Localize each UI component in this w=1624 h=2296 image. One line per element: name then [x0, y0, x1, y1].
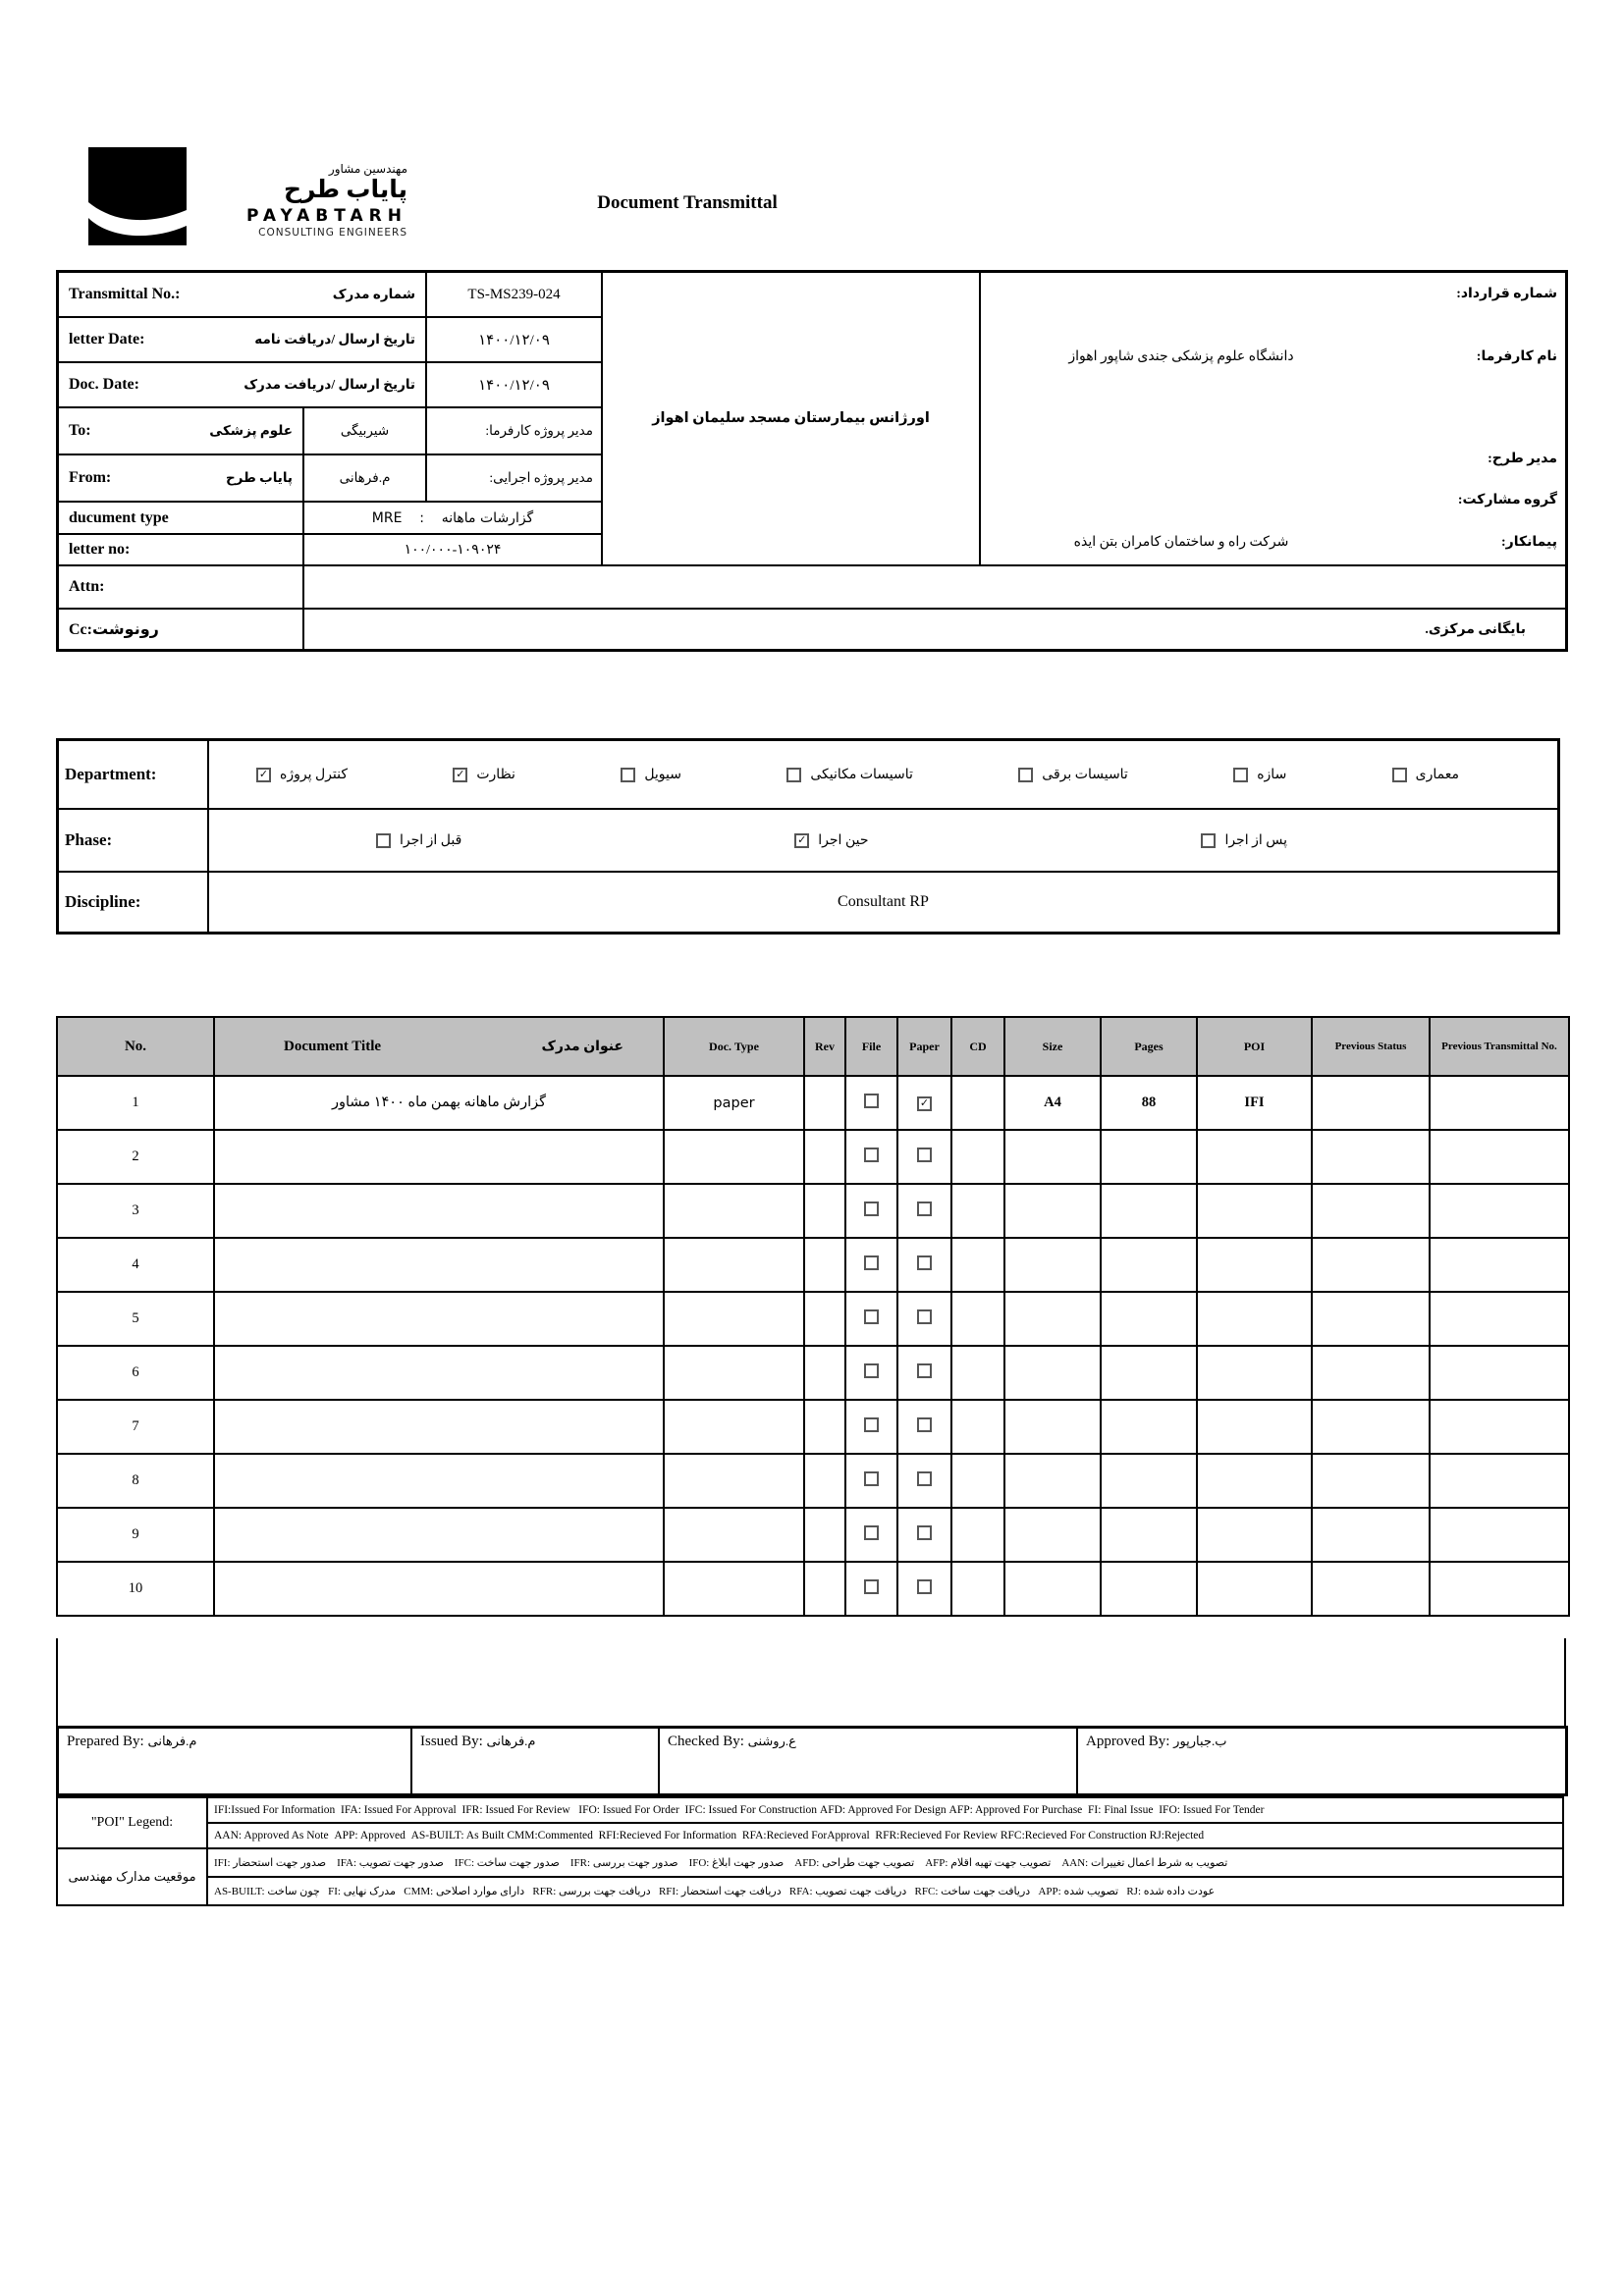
cell-cd: [951, 1508, 1004, 1562]
cell-rev: [804, 1130, 845, 1184]
cell-title: [214, 1400, 664, 1454]
phase-options: [209, 810, 1557, 871]
transmittal-no-label: [59, 273, 425, 316]
col-prev-status: Previous Status: [1312, 1017, 1430, 1076]
cell-rev: [804, 1346, 845, 1400]
table-row: [57, 1508, 1569, 1562]
after-execution-checkbox[interactable]: [1201, 833, 1216, 848]
table-row: [57, 1400, 1569, 1454]
col-title: [214, 1017, 664, 1076]
contractor-value: شرکت راه و ساختمان کامران بتن ایذه: [981, 520, 1381, 564]
signature-row: [56, 1726, 1568, 1796]
cell-no: 2: [57, 1130, 214, 1184]
cell-file: [845, 1454, 897, 1508]
poi-legend-line-1: IFI:Issued For Information IFA: Issued For Approval IFR: Issued For Review IFO: Issued For Order IFC: Issued For Construction AFD: Approved For Design AFP: Approved For Purchase FI: Final Issue IFO: Issued For Tender: [208, 1798, 1562, 1822]
cell-size: [1004, 1130, 1101, 1184]
prepared-by-cell: [59, 1729, 410, 1793]
department-options: [209, 741, 1557, 808]
cell-cd: [951, 1346, 1004, 1400]
doc-status-line-2: AS-BUILT: چون ساخت FI: مدرک نهایی CMM: دارای موارد اصلاحی RFR: دریافت جهت بررسی RFI: دریافت جهت استحضار RFA: دریافت جهت تصویب RFC: دریافت جهت ساخت APP: تصویب شده RJ: عودت داده شده: [208, 1878, 1562, 1904]
cell-doc-type: [664, 1508, 804, 1562]
mechanical-checkbox[interactable]: [786, 768, 801, 782]
cell-prev-transmittal: [1430, 1454, 1569, 1508]
letter-no-label: letter no:: [59, 535, 302, 564]
cell-poi: [1197, 1130, 1312, 1184]
blank-value: [981, 399, 1381, 436]
file-checkbox[interactable]: [864, 1148, 879, 1162]
file-checkbox[interactable]: [864, 1471, 879, 1486]
department-option-architecture: [1392, 767, 1459, 783]
cell-paper: [897, 1076, 951, 1130]
logo-subtitle-en: CONSULTING ENGINEERS: [258, 227, 407, 240]
cell-no: 8: [57, 1454, 214, 1508]
cell-no: 3: [57, 1184, 214, 1238]
to-field: [59, 408, 302, 454]
doc-status-label: موقعیت مدارک مهندسی: [58, 1849, 206, 1904]
letter-no-value: ۱۰۰/۰۰۰-۱۰۹۰۲۴: [304, 535, 601, 564]
cell-rev: [804, 1292, 845, 1346]
paper-checkbox[interactable]: [917, 1417, 932, 1432]
cell-prev-status: [1312, 1562, 1430, 1616]
department-option-structure: [1233, 767, 1286, 783]
cell-doc-type: [664, 1562, 804, 1616]
table-row: [57, 1454, 1569, 1508]
cell-pages: [1101, 1130, 1197, 1184]
cell-title: [214, 1346, 664, 1400]
col-title-en: Document Title: [284, 1038, 382, 1054]
cell-prev-status: [1312, 1508, 1430, 1562]
cell-prev-transmittal: [1430, 1238, 1569, 1292]
option-label: سیویل: [644, 767, 681, 782]
cell-prev-transmittal: [1430, 1292, 1569, 1346]
paper-checkbox[interactable]: [917, 1096, 932, 1111]
col-doc-type: Doc. Type: [664, 1017, 804, 1076]
logo-tagline-fa: مهندسین مشاور: [328, 162, 407, 176]
structure-checkbox[interactable]: [1233, 768, 1248, 782]
cell-pages: [1101, 1508, 1197, 1562]
col-poi: POI: [1197, 1017, 1312, 1076]
poi-legend-table: [56, 1796, 1564, 1906]
cell-prev-transmittal: [1430, 1076, 1569, 1130]
col-file: File: [845, 1017, 897, 1076]
cell-rev: [804, 1076, 845, 1130]
cell-prev-status: [1312, 1238, 1430, 1292]
department-option-project-control: [256, 767, 348, 783]
cc-value: بایگانی مرکزی.: [304, 610, 1565, 649]
cell-pages: [1101, 1346, 1197, 1400]
cell-prev-status: [1312, 1292, 1430, 1346]
department-label: Department:: [59, 741, 207, 808]
cell-paper: [897, 1400, 951, 1454]
letter-date-label: [59, 318, 425, 361]
from-role-label: مدیر پروژه اجرایی:: [427, 455, 601, 501]
file-checkbox[interactable]: [864, 1525, 879, 1540]
col-cd: CD: [951, 1017, 1004, 1076]
cell-no: 7: [57, 1400, 214, 1454]
doc-date-label-fa: تاریخ ارسال /دریافت مدرک: [244, 377, 415, 392]
electrical-checkbox[interactable]: [1018, 768, 1033, 782]
doc-date-label-en: Doc. Date:: [69, 376, 139, 393]
paper-checkbox[interactable]: [917, 1309, 932, 1324]
cell-file: [845, 1238, 897, 1292]
cell-paper: [897, 1346, 951, 1400]
cell-poi: IFI: [1197, 1076, 1312, 1130]
transmittal-header-table: [56, 270, 1568, 652]
cell-no: 5: [57, 1292, 214, 1346]
cell-title: [214, 1130, 664, 1184]
file-checkbox[interactable]: [864, 1309, 879, 1324]
from-person: م.فرهانی: [304, 455, 425, 501]
remarks-area: [56, 1638, 1566, 1726]
cell-cd: [951, 1130, 1004, 1184]
cell-pages: [1101, 1400, 1197, 1454]
cell-poi: [1197, 1400, 1312, 1454]
table-row: [57, 1184, 1569, 1238]
cell-file: [845, 1130, 897, 1184]
poi-legend-label: "POI" Legend:: [58, 1798, 206, 1847]
cell-doc-type: [664, 1184, 804, 1238]
cell-prev-status: [1312, 1130, 1430, 1184]
cell-title: [214, 1508, 664, 1562]
paper-checkbox[interactable]: [917, 1525, 932, 1540]
phase-option-during-execution: [794, 832, 868, 849]
prepared-by-name: م.فرهانی: [147, 1734, 197, 1748]
cell-title: [214, 1562, 664, 1616]
cell-poi: [1197, 1454, 1312, 1508]
cell-paper: [897, 1238, 951, 1292]
option-label: قبل از اجرا: [400, 832, 462, 848]
letter-date-label-en: letter Date:: [69, 331, 145, 347]
cell-prev-status: [1312, 1454, 1430, 1508]
table-row: [57, 1076, 1569, 1130]
cell-poi: [1197, 1562, 1312, 1616]
cell-cd: [951, 1184, 1004, 1238]
cell-file: [845, 1508, 897, 1562]
cell-cd: [951, 1238, 1004, 1292]
col-rev: Rev: [804, 1017, 845, 1076]
cell-doc-type: [664, 1346, 804, 1400]
paper-checkbox[interactable]: [917, 1579, 932, 1594]
cell-pages: [1101, 1562, 1197, 1616]
paper-checkbox[interactable]: [917, 1363, 932, 1378]
blank-label: [1383, 399, 1565, 436]
cell-title: [214, 1454, 664, 1508]
paper-checkbox[interactable]: [917, 1471, 932, 1486]
discipline-label: Discipline:: [59, 873, 207, 932]
from-field: [59, 455, 302, 501]
document-type-value: گزارشات ماهانه : MRE: [304, 503, 601, 533]
approved-by-cell: [1078, 1729, 1565, 1793]
cell-prev-transmittal: [1430, 1508, 1569, 1562]
cell-prev-transmittal: [1430, 1346, 1569, 1400]
project-info-block: [981, 273, 1565, 564]
table-row: [57, 1238, 1569, 1292]
option-label: پس از اجرا: [1224, 832, 1287, 848]
option-label: تاسیسات برقی: [1042, 767, 1128, 782]
cell-poi: [1197, 1184, 1312, 1238]
cell-size: [1004, 1346, 1101, 1400]
transmittal-no-value: TS-MS239-024: [427, 273, 601, 316]
cell-title: [214, 1292, 664, 1346]
cell-no: 6: [57, 1346, 214, 1400]
design-manager-value: [981, 438, 1381, 479]
col-title-fa: عنوان مدرک: [541, 1039, 623, 1054]
letter-date-label-fa: تاریخ ارسال /دریافت نامه: [254, 332, 415, 347]
to-label: To:: [69, 422, 91, 439]
discipline-value: Consultant RP: [209, 873, 1557, 932]
cell-paper: [897, 1562, 951, 1616]
file-checkbox[interactable]: [864, 1579, 879, 1594]
paper-checkbox[interactable]: [917, 1201, 932, 1216]
cell-rev: [804, 1508, 845, 1562]
cell-poi: [1197, 1346, 1312, 1400]
poi-legend-line-2: AAN: Approved As Note APP: Approved AS-BUILT: As Built CMM:Commented RFI:Recieved For Information RFA:Recieved ForApproval RFR:Recieved For Review RFC:Recieved For Construction RJ:Rejected: [208, 1824, 1562, 1847]
checked-by-name: ع.روشنی: [747, 1734, 796, 1748]
file-checkbox[interactable]: [864, 1417, 879, 1432]
cell-prev-status: [1312, 1400, 1430, 1454]
contract-no-value: [981, 273, 1381, 314]
cell-rev: [804, 1454, 845, 1508]
department-option-civil: [621, 767, 681, 783]
issued-by-label: Issued By:: [420, 1734, 483, 1749]
cell-pages: [1101, 1292, 1197, 1346]
checked-by-label: Checked By:: [668, 1734, 744, 1749]
attn-value: [304, 566, 1565, 608]
table-row: [57, 1130, 1569, 1184]
project-control-checkbox[interactable]: [256, 768, 271, 782]
project-name: اورژانس بیمارستان مسجد سلیمان اهواز: [603, 273, 979, 564]
cell-doc-type: [664, 1238, 804, 1292]
partnership-label: گروه مشارکت:: [1383, 481, 1565, 518]
department-option-supervision: [453, 767, 515, 783]
doc-date-label: [59, 363, 425, 406]
cell-no: 4: [57, 1238, 214, 1292]
cell-title: [214, 1238, 664, 1292]
document-type-label: ducument type: [59, 503, 302, 533]
cell-size: [1004, 1292, 1101, 1346]
table-row: [57, 1562, 1569, 1616]
cell-cd: [951, 1562, 1004, 1616]
letter-date-value: ۱۴۰۰/۱۲/۰۹: [427, 318, 601, 361]
page-title: Document Transmittal: [597, 192, 778, 213]
to-person: شیربیگی: [304, 408, 425, 454]
cell-doc-type: paper: [664, 1076, 804, 1130]
department-option-mechanical: [786, 767, 913, 783]
cell-no: 10: [57, 1562, 214, 1616]
cell-doc-type: [664, 1400, 804, 1454]
option-label: سازه: [1257, 767, 1287, 782]
issued-by-name: م.فرهانی: [486, 1734, 536, 1748]
cell-rev: [804, 1238, 845, 1292]
cell-pages: 88: [1101, 1076, 1197, 1130]
file-checkbox[interactable]: [864, 1255, 879, 1270]
from-label: From:: [69, 469, 112, 486]
cell-size: [1004, 1562, 1101, 1616]
cell-no: 1: [57, 1076, 214, 1130]
cell-file: [845, 1562, 897, 1616]
doc-status-line-1: IFI: صدور جهت استحضار IFA: صدور جهت تصویب IFC: صدور جهت ساخت IFR: صدور جهت بررسی IFO: صدور جهت ابلاغ AFD: تصویب جهت طراحی AFP: تصویب جهت تهیه اقلام AAN: تصویب به شرط اعمال تغییرات: [208, 1849, 1562, 1876]
cell-file: [845, 1184, 897, 1238]
before-execution-checkbox[interactable]: [376, 833, 391, 848]
company-logo: [88, 147, 407, 245]
cell-prev-transmittal: [1430, 1562, 1569, 1616]
approved-by-label: Approved By:: [1086, 1734, 1170, 1749]
design-manager-label: مدیر طرح:: [1383, 438, 1565, 479]
cell-paper: [897, 1508, 951, 1562]
cell-doc-type: [664, 1130, 804, 1184]
checked-by-cell: [660, 1729, 1076, 1793]
cell-cd: [951, 1292, 1004, 1346]
transmittal-no-label-fa: شماره مدرک: [332, 287, 415, 301]
cell-rev: [804, 1562, 845, 1616]
col-prev-transmittal: Previous Transmittal No.: [1430, 1017, 1569, 1076]
cell-title: [214, 1184, 664, 1238]
cell-rev: [804, 1400, 845, 1454]
cell-doc-type: [664, 1292, 804, 1346]
cell-rev: [804, 1184, 845, 1238]
cell-file: [845, 1076, 897, 1130]
to-role-label: مدیر پروژه کارفرما:: [427, 408, 601, 454]
cell-cd: [951, 1400, 1004, 1454]
paper-checkbox[interactable]: [917, 1255, 932, 1270]
transmittal-no-label-en: Transmittal No.:: [69, 286, 181, 302]
cell-size: [1004, 1400, 1101, 1454]
table-row: [57, 1346, 1569, 1400]
logo-swoosh-icon: [88, 147, 187, 245]
cell-paper: [897, 1454, 951, 1508]
contractor-label: پیمانکار:: [1383, 520, 1565, 564]
table-header-row: [57, 1017, 1569, 1076]
cell-prev-transmittal: [1430, 1130, 1569, 1184]
cell-file: [845, 1292, 897, 1346]
phase-label: Phase:: [59, 810, 207, 871]
cell-size: [1004, 1508, 1101, 1562]
doc-date-value: ۱۴۰۰/۱۲/۰۹: [427, 363, 601, 406]
prepared-by-label: Prepared By:: [67, 1734, 144, 1749]
client-value: دانشگاه علوم پزشکی جندی شاپور اهواز: [981, 316, 1381, 397]
classification-table: [56, 738, 1560, 934]
cell-prev-status: [1312, 1184, 1430, 1238]
cell-cd: [951, 1076, 1004, 1130]
cell-prev-status: [1312, 1076, 1430, 1130]
cell-size: A4: [1004, 1076, 1101, 1130]
cell-prev-transmittal: [1430, 1400, 1569, 1454]
cell-no: 9: [57, 1508, 214, 1562]
cell-poi: [1197, 1238, 1312, 1292]
during-execution-checkbox[interactable]: [794, 833, 809, 848]
file-checkbox[interactable]: [864, 1201, 879, 1216]
cell-size: [1004, 1238, 1101, 1292]
cell-poi: [1197, 1508, 1312, 1562]
civil-checkbox[interactable]: [621, 768, 635, 782]
architecture-checkbox[interactable]: [1392, 768, 1407, 782]
option-label: کنترل پروژه: [280, 767, 348, 782]
cell-size: [1004, 1454, 1101, 1508]
cc-label: Cc:رونوشت: [59, 610, 302, 649]
documents-table: [56, 1016, 1570, 1617]
cell-pages: [1101, 1454, 1197, 1508]
cell-file: [845, 1400, 897, 1454]
to-value-fa: علوم پزشکی: [209, 423, 293, 438]
client-label: نام کارفرما:: [1383, 316, 1565, 397]
table-row: [57, 1292, 1569, 1346]
cell-cd: [951, 1454, 1004, 1508]
phase-option-before-execution: [376, 832, 461, 849]
approved-by-name: ب.جبارپور: [1173, 1734, 1227, 1748]
cell-pages: [1101, 1184, 1197, 1238]
from-value-fa: پایاب طرح: [225, 470, 293, 485]
partnership-value: [981, 481, 1381, 518]
cell-prev-transmittal: [1430, 1184, 1569, 1238]
file-checkbox[interactable]: [864, 1094, 879, 1108]
col-size: Size: [1004, 1017, 1101, 1076]
phase-option-after-execution: [1201, 832, 1287, 849]
cell-prev-status: [1312, 1346, 1430, 1400]
contract-no-label: شماره قرارداد:: [1383, 273, 1565, 314]
cell-size: [1004, 1184, 1101, 1238]
logo-name-fa: پایاب طرح: [283, 177, 407, 204]
cell-poi: [1197, 1292, 1312, 1346]
supervision-checkbox[interactable]: [453, 768, 467, 782]
cell-file: [845, 1346, 897, 1400]
option-label: حین اجرا: [818, 832, 869, 848]
issued-by-cell: [412, 1729, 658, 1793]
cell-paper: [897, 1130, 951, 1184]
attn-label: Attn:: [59, 566, 302, 608]
option-label: معماری: [1415, 767, 1459, 782]
option-label: نظارت: [476, 767, 515, 782]
file-checkbox[interactable]: [864, 1363, 879, 1378]
col-no: No.: [57, 1017, 214, 1076]
cell-doc-type: [664, 1454, 804, 1508]
col-pages: Pages: [1101, 1017, 1197, 1076]
department-option-electrical: [1018, 767, 1128, 783]
logo-name-en: PAYABTARH: [246, 205, 407, 226]
option-label: تاسیسات مکانیکی: [810, 767, 913, 782]
paper-checkbox[interactable]: [917, 1148, 932, 1162]
cell-paper: [897, 1292, 951, 1346]
cell-title: گزارش ماهانه بهمن ماه ۱۴۰۰ مشاور: [214, 1076, 664, 1130]
cell-pages: [1101, 1238, 1197, 1292]
col-paper: Paper: [897, 1017, 951, 1076]
cell-paper: [897, 1184, 951, 1238]
